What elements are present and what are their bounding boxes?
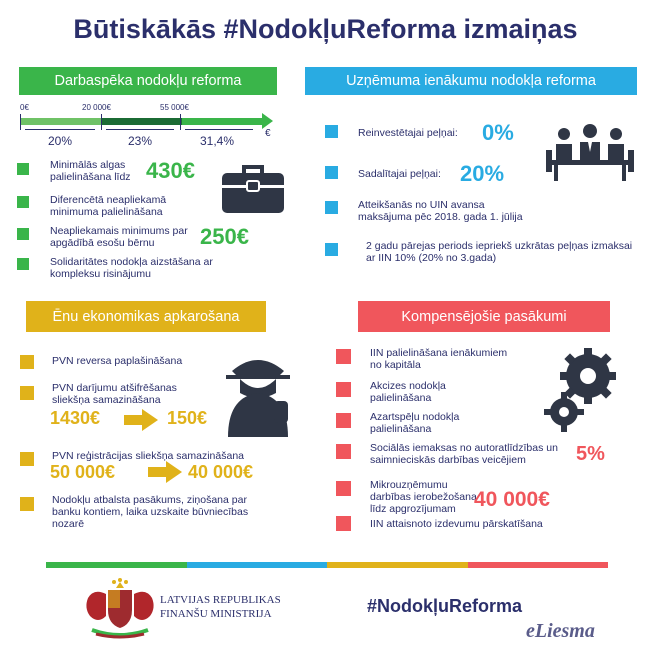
bullet-square bbox=[20, 497, 34, 511]
color-stripe bbox=[46, 562, 608, 568]
corporate-item-3: Atteikšanās no UIN avansa maksājuma pēc 2018. gada 1. jūlija bbox=[358, 199, 523, 223]
coat-of-arms-logo bbox=[82, 578, 158, 640]
labor-heading-text: Darbaspēka nodokļu reforma bbox=[54, 73, 242, 89]
compensation-item-4: Sociālās iemaksas no autoratlīdzības un saimnieciskās darbības veicējiem bbox=[370, 442, 558, 466]
bullet-square bbox=[20, 355, 34, 369]
bar-arrowhead bbox=[262, 113, 273, 129]
bullet-square bbox=[325, 166, 338, 179]
bullet-square bbox=[325, 243, 338, 256]
shadow-heading bbox=[26, 301, 266, 332]
meeting-people-icon bbox=[546, 122, 634, 184]
ministry-line-1: LATVIJAS REPUBLIKAS bbox=[160, 594, 281, 606]
stripe-red bbox=[468, 562, 609, 568]
rate-2: 23% bbox=[128, 134, 153, 148]
bullet-square bbox=[17, 258, 29, 270]
rate-1: 20% bbox=[48, 134, 73, 148]
bullet-square bbox=[325, 201, 338, 214]
bullet-square bbox=[336, 349, 351, 364]
bullet-square bbox=[336, 481, 351, 496]
shadow-item-3: PVN reģistrācijas sliekšņa samazināšana bbox=[52, 450, 244, 462]
briefcase-icon bbox=[220, 155, 286, 215]
compensation-heading-text: Kompensējošie pasākumi bbox=[401, 308, 567, 325]
threshold1-from: 1430€ bbox=[50, 408, 101, 428]
labor-item-1: Minimālās algas palielināšana līdz bbox=[50, 159, 131, 183]
labor-item-2: Diferencētā neapliekamā minimuma palielināšana bbox=[50, 194, 167, 218]
bracket-3 bbox=[182, 118, 265, 125]
labor-item-4: Solidaritātes nodokļa aizstāšana ar kompleksu risinājumu bbox=[50, 256, 213, 280]
compensation-item-2: Akcizes nodokļa palielināšana bbox=[370, 380, 446, 404]
bullet-square bbox=[17, 196, 29, 208]
bullet-square bbox=[325, 125, 338, 138]
detective-icon bbox=[222, 353, 294, 437]
bullet-square bbox=[336, 382, 351, 397]
corporate-heading-text: Uzņēmuma ienākumu nodokļa reforma bbox=[346, 73, 596, 89]
bullet-square bbox=[336, 413, 351, 428]
arrow-right-icon bbox=[124, 409, 158, 431]
scale-tick-55000: 55 000€ bbox=[160, 103, 189, 112]
corporate-item-1-label: Reinvestētajai peļņai: bbox=[358, 127, 458, 139]
shadow-item-1: PVN reversa paplašināšana bbox=[52, 355, 183, 367]
micro-limit-value: 40 000€ bbox=[474, 488, 550, 511]
scale-tick-0: 0€ bbox=[20, 103, 29, 112]
labor-heading bbox=[19, 67, 277, 95]
min-wage-value: 430€ bbox=[146, 158, 195, 183]
compensation-item-6: IIN attaisnoto izdevumu pārskatīšana bbox=[370, 518, 543, 530]
rate-underline-1 bbox=[25, 129, 95, 130]
rate-underline-3 bbox=[185, 129, 253, 130]
compensation-heading bbox=[358, 301, 610, 332]
bullet-square bbox=[20, 452, 34, 466]
bracket-2 bbox=[102, 118, 182, 125]
bullet-square bbox=[336, 444, 351, 459]
page-title: Būtiskākās #NodokļuReforma izmaiņas bbox=[73, 14, 578, 44]
compensation-item-1: IIN palielināšana ienākumiem no kapitāla bbox=[370, 347, 508, 371]
tax-bracket-bar bbox=[20, 118, 265, 125]
corporate-item-2-label: Sadalītajai peļņai: bbox=[358, 168, 441, 180]
corporate-item-4: 2 gadu pārejas periods iepriekš uzkrātas peļņas izmaksai ar IIN 10% (20% no 3.gada) bbox=[366, 240, 633, 264]
rate-3: 31,4% bbox=[200, 134, 235, 148]
bullet-square bbox=[20, 386, 34, 400]
rate-underline-2 bbox=[106, 129, 174, 130]
hashtag: #NodokļuReforma bbox=[367, 596, 523, 616]
shadow-item-4: Nodokļu atbalsta pasākums, ziņošana par banku kontiem, laika uzskaite būvniecības nozarē bbox=[52, 494, 249, 530]
social-rate-value: 5% bbox=[576, 443, 605, 465]
compensation-item-5: Mikrouzņēmumu darbības ierobežošana līdz apgrozījumam bbox=[370, 479, 477, 515]
compensation-item-3: Azartspēļu nodokļa palielināšana bbox=[370, 411, 460, 435]
stripe-green bbox=[46, 562, 187, 568]
watermark: eLiesma bbox=[526, 620, 595, 642]
stripe-gold bbox=[327, 562, 468, 568]
stripe-blue bbox=[187, 562, 328, 568]
arrow-right-icon bbox=[148, 461, 182, 483]
shadow-heading-text: Ēnu ekonomikas apkarošana bbox=[52, 308, 240, 325]
bullet-square bbox=[17, 163, 29, 175]
shadow-item-2: PVN darījumu atšifrēšanas sliekšņa samazināšana bbox=[52, 382, 177, 406]
threshold2-from: 50 000€ bbox=[50, 462, 116, 482]
child-allowance-value: 250€ bbox=[200, 224, 249, 249]
divider bbox=[180, 114, 181, 130]
corporate-heading bbox=[305, 67, 637, 95]
gears-icon bbox=[540, 346, 624, 434]
divider bbox=[101, 114, 102, 130]
bracket-1 bbox=[20, 118, 102, 125]
ministry-line-2: FINANŠU MINISTRIJA bbox=[160, 608, 272, 620]
bullet-square bbox=[336, 516, 351, 531]
labor-item-3: Neapliekamais minimums par apgādībā esošu bērnu bbox=[50, 225, 188, 249]
corporate-item-1-value: 0% bbox=[482, 120, 514, 145]
bullet-square bbox=[17, 228, 29, 240]
scale-unit: € bbox=[265, 128, 271, 139]
corporate-item-2-value: 20% bbox=[460, 161, 505, 186]
threshold1-to: 150€ bbox=[167, 408, 208, 428]
scale-tick-20000: 20 000€ bbox=[82, 103, 111, 112]
threshold2-to: 40 000€ bbox=[188, 462, 254, 482]
divider bbox=[20, 114, 21, 130]
